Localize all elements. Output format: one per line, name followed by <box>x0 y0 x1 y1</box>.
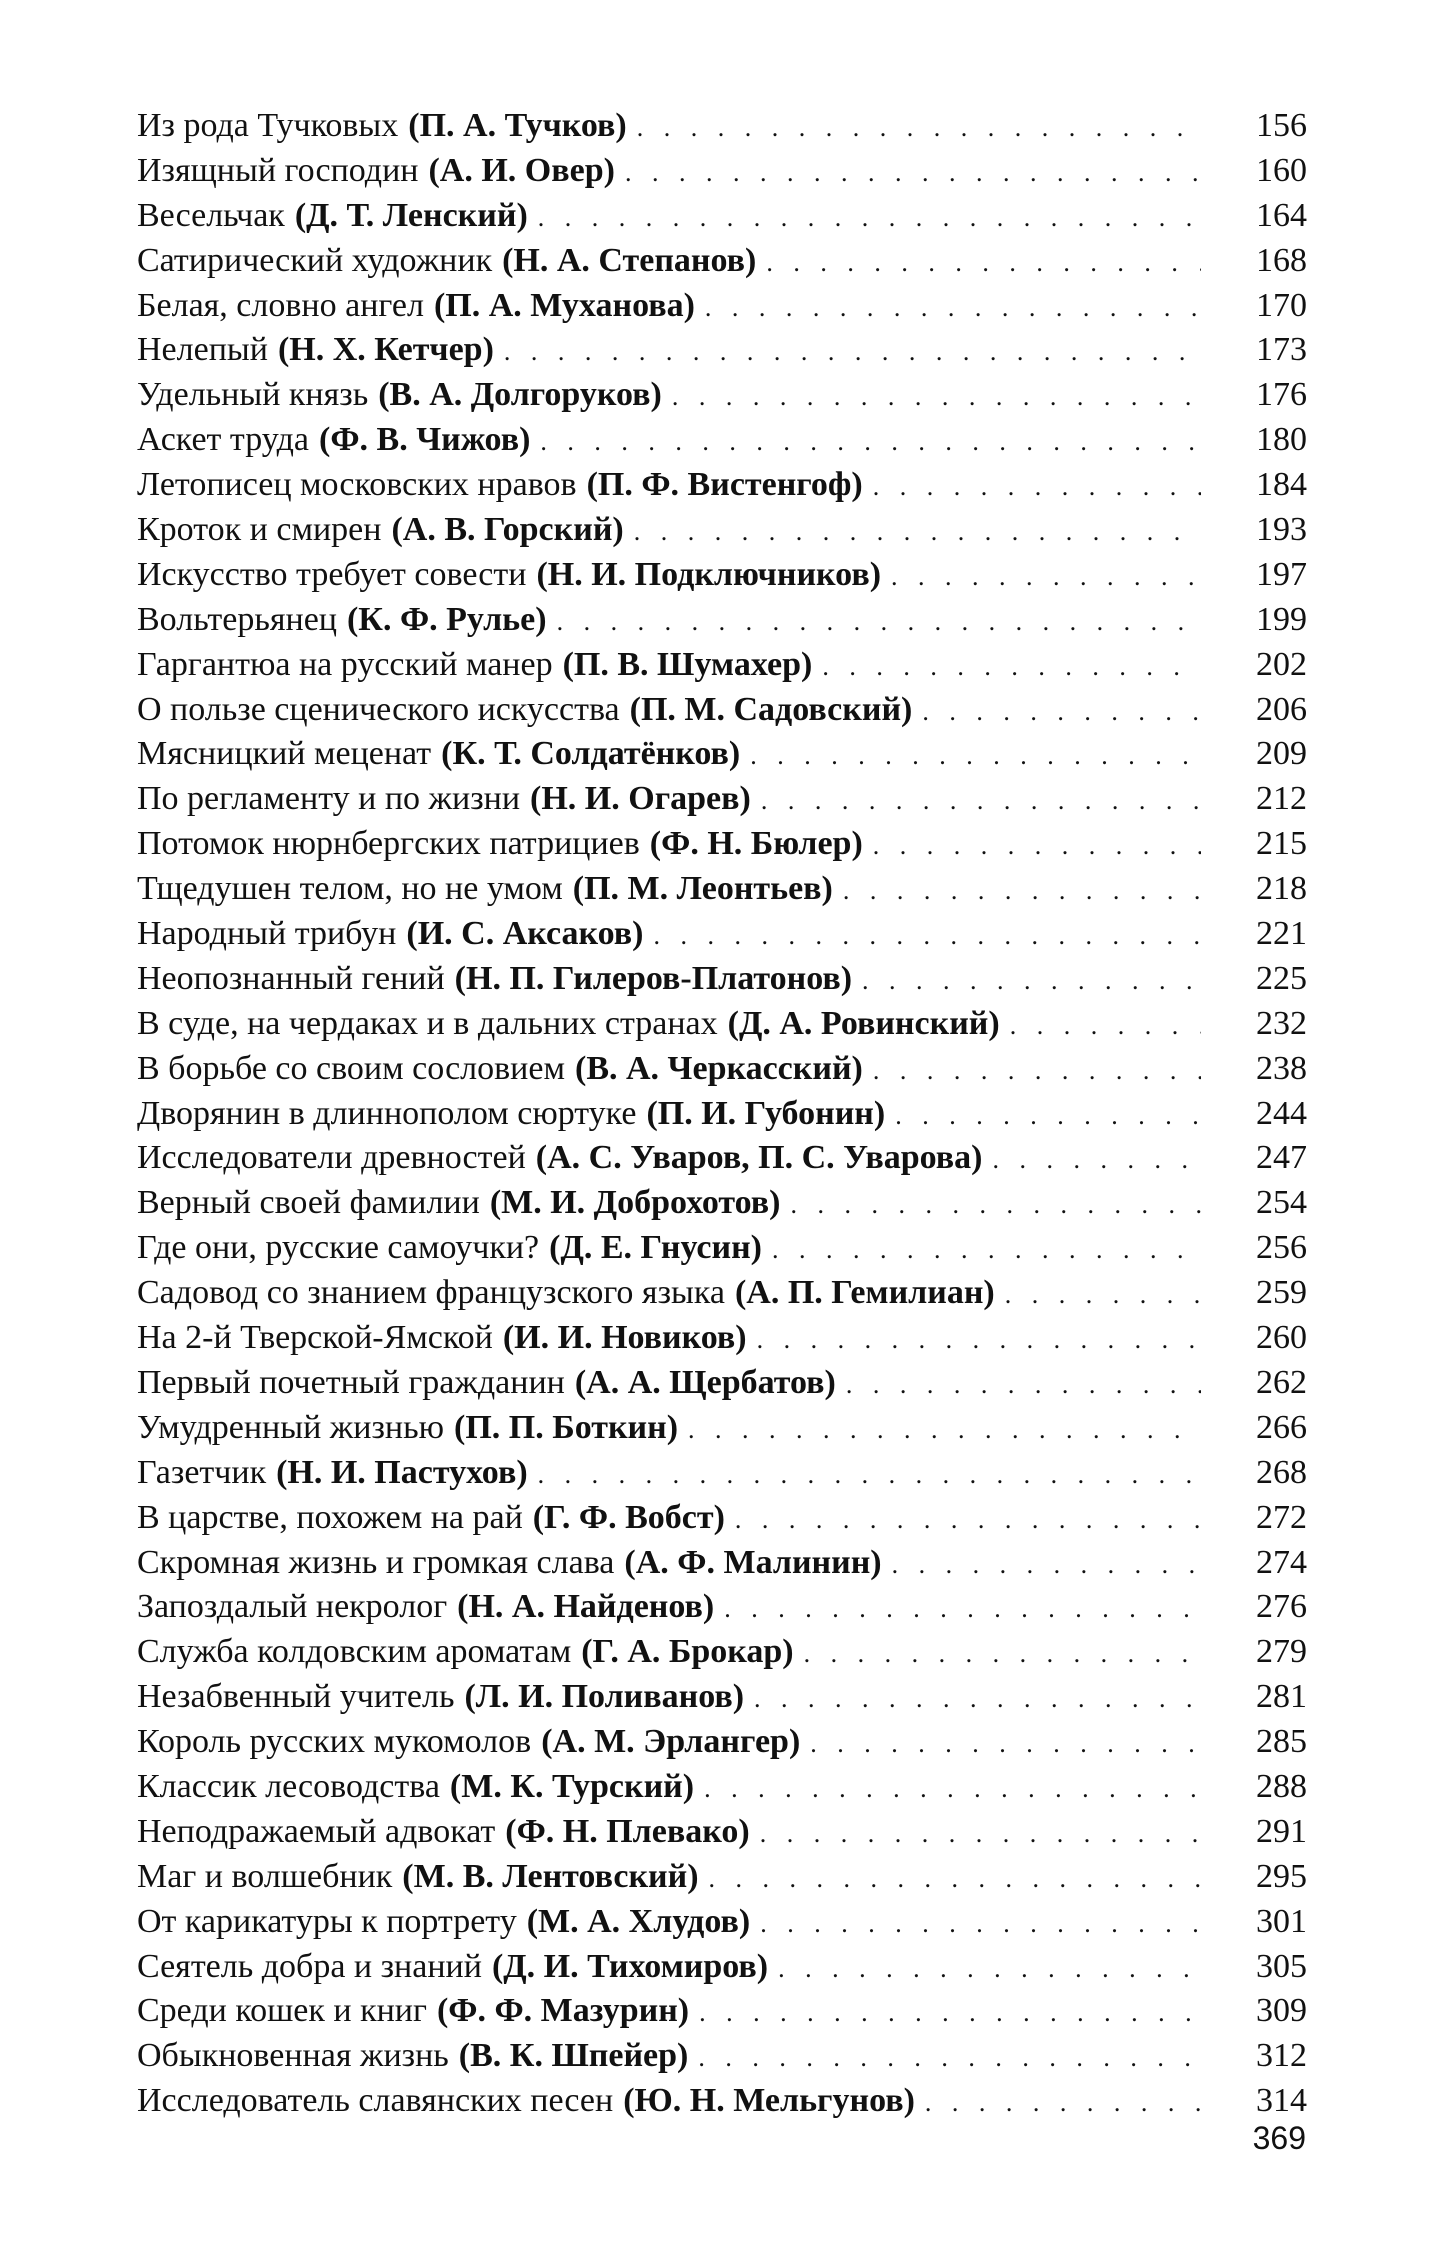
toc-entry-title: Сатирический художник <box>137 241 493 279</box>
dot-leader <box>1005 1273 1201 1318</box>
toc-entry <box>137 1271 1307 1316</box>
toc-entry-title: Дворянин в длиннополом сюртуке <box>137 1094 637 1132</box>
dot-leader <box>992 1138 1201 1183</box>
toc-entry-title: Обыкновенная жизнь <box>137 2037 449 2075</box>
toc-entry-person: (П. М. Садовский) <box>629 690 913 728</box>
toc-entry-title: Служба колдовским ароматам <box>137 1633 572 1671</box>
toc-entry-person: (Н. П. Гилеров-Платонов) <box>454 959 853 997</box>
toc-entry <box>137 643 1307 688</box>
toc-entry <box>137 732 1307 777</box>
toc-entry-page: 272 <box>1256 1498 1307 1536</box>
toc-entry-page: 197 <box>1256 555 1307 593</box>
toc-entry-page: 274 <box>1256 1543 1307 1581</box>
toc-entry-page: 301 <box>1256 1902 1307 1940</box>
dot-leader <box>804 1632 1201 1677</box>
toc-entry-title: Народный трибун <box>137 915 397 953</box>
toc-entry-person: (А. С. Уваров, П. С. Уварова) <box>535 1139 983 1177</box>
toc-entry-title: Вольтерьянец <box>137 600 337 638</box>
toc-entry-person: (М. К. Турский) <box>449 1767 695 1805</box>
toc-entry-person: (Ф. Н. Плевако) <box>505 1812 750 1850</box>
toc-entry-person: (М. А. Хлудов) <box>526 1902 751 1940</box>
dot-leader <box>892 1543 1201 1588</box>
toc-entry-title: Сеятель добра и знаний <box>137 1947 482 1985</box>
toc-entry-person: (Н. И. Подключников) <box>536 555 882 593</box>
toc-entry-person: (К. Т. Солдатёнков) <box>441 735 741 773</box>
toc-entry-title: Неопознанный гений <box>137 959 445 997</box>
toc-entry-title: Садовод со знанием французского языка <box>137 1274 725 1312</box>
toc-entry-title: Аскет труда <box>137 421 309 459</box>
toc-entry-title: Классик лесоводства <box>137 1767 440 1805</box>
toc-entry-title: Гаргантюа на русский манер <box>137 645 553 683</box>
toc-entry-title: Газетчик <box>137 1453 267 1491</box>
toc-entry-page: 164 <box>1256 196 1307 234</box>
toc-entry <box>137 1855 1307 1900</box>
toc-entry-page: 209 <box>1256 735 1307 773</box>
toc-entry-page: 291 <box>1256 1812 1307 1850</box>
toc-entry-page: 254 <box>1256 1184 1307 1222</box>
dot-leader <box>1010 1004 1201 1049</box>
toc-entry-page: 168 <box>1256 241 1307 279</box>
toc-entry-page: 238 <box>1256 1049 1307 1087</box>
toc-entry-person: (Н. А. Найденов) <box>457 1588 715 1626</box>
toc-entry-person: (Д. И. Тихомиров) <box>491 1947 769 1985</box>
toc-entry-title: Среди кошек и книг <box>137 1992 427 2030</box>
toc-entry-person: (Д. Т. Ленский) <box>294 196 528 234</box>
toc-entry-person: (П. И. Губонин) <box>646 1094 886 1132</box>
dot-leader <box>625 151 1201 196</box>
dot-leader <box>704 1767 1201 1812</box>
dot-leader <box>757 1318 1201 1363</box>
toc-entry <box>137 1765 1307 1810</box>
toc-entry-person: (И. С. Аксаков) <box>406 915 644 953</box>
toc-entry-page: 244 <box>1256 1094 1307 1132</box>
toc-entry-page: 266 <box>1256 1408 1307 1446</box>
toc-entry-person: (М. В. Лентовский) <box>402 1857 699 1895</box>
toc-entry-title: Исследователи древностей <box>137 1139 526 1177</box>
toc-entry <box>137 1047 1307 1092</box>
toc-entry <box>137 1989 1307 2034</box>
toc-entry-page: 260 <box>1256 1319 1307 1357</box>
toc-entry-page: 262 <box>1256 1363 1307 1401</box>
toc-entry-page: 184 <box>1256 466 1307 504</box>
toc-entry-page: 309 <box>1256 1992 1307 2030</box>
toc-entry <box>137 239 1307 284</box>
toc-entry-page: 256 <box>1256 1229 1307 1267</box>
toc-entry-title: Летописец московских нравов <box>137 466 577 504</box>
toc-entry-title: В царстве, похожем на рай <box>137 1498 523 1536</box>
toc-entry-page: 212 <box>1256 780 1307 818</box>
toc-entry-title: Исследователь славянских песен <box>137 2082 614 2120</box>
dot-leader <box>895 1094 1201 1139</box>
toc-entry-page: 218 <box>1256 870 1307 908</box>
dot-leader <box>760 1812 1201 1857</box>
toc-entry-person: (Ф. Н. Бюлер) <box>649 825 863 863</box>
toc-entry <box>137 1316 1307 1361</box>
toc-entry <box>137 1900 1307 1945</box>
dot-leader <box>891 555 1201 600</box>
dot-leader <box>538 196 1201 241</box>
toc-entry <box>137 1675 1307 1720</box>
toc-entry-title: Мясницкий меценат <box>137 735 432 773</box>
toc-entry-title: Запоздалый некролог <box>137 1588 448 1626</box>
dot-leader <box>778 1947 1201 1992</box>
toc-entry <box>137 1541 1307 1586</box>
toc-entry <box>137 867 1307 912</box>
toc-entry-person: (В. А. Долгоруков) <box>378 376 662 414</box>
toc-entry-page: 285 <box>1256 1723 1307 1761</box>
toc-entry <box>137 149 1307 194</box>
toc-entry <box>137 328 1307 373</box>
toc-entry <box>137 2034 1307 2079</box>
toc-entry-title: Весельчак <box>137 196 285 234</box>
toc-entry-title: Кроток и смирен <box>137 511 382 549</box>
dot-leader <box>688 1408 1201 1453</box>
toc-entry-title: Изящный господин <box>137 151 419 189</box>
toc-entry <box>137 194 1307 239</box>
toc-entry-page: 176 <box>1256 376 1307 414</box>
dot-leader <box>846 1363 1201 1408</box>
toc-entry-page: 160 <box>1256 151 1307 189</box>
toc-entry <box>137 463 1307 508</box>
dot-leader <box>873 1049 1201 1094</box>
toc-entry <box>137 1810 1307 1855</box>
dot-leader <box>653 914 1201 959</box>
toc-entry-person: (А. А. Щербатов) <box>574 1363 836 1401</box>
dot-leader <box>862 959 1201 1004</box>
toc-entry-page: 221 <box>1256 915 1307 953</box>
toc-entry-page: 173 <box>1256 331 1307 369</box>
toc-entry-person: (П. А. Тучков) <box>408 107 627 144</box>
dot-leader <box>772 1228 1201 1273</box>
dot-leader <box>873 465 1201 510</box>
toc-entry-title: Из рода Тучковых <box>137 107 399 144</box>
toc-entry-person: (П. Ф. Вистенгоф) <box>586 466 863 504</box>
toc-entry-title: Потомок нюрнбергских патрициев <box>137 825 640 863</box>
page-number: 369 <box>1252 2120 1306 2156</box>
toc-entry-title: Где они, русские самоучки? <box>137 1229 540 1267</box>
toc-entry-title: Незабвенный учитель <box>137 1678 455 1716</box>
dot-leader <box>557 600 1201 645</box>
toc-entry-person: (А. В. Горский) <box>391 511 624 549</box>
toc-entry-title: Удельный князь <box>137 376 369 414</box>
toc-entry-person: (Ф. Ф. Мазурин) <box>436 1992 690 2030</box>
toc-entry <box>137 598 1307 643</box>
toc-entry-title: Король русских мукомолов <box>137 1723 532 1761</box>
toc-entry-person: (В. К. Шпейер) <box>458 2037 689 2075</box>
toc-entry <box>137 1496 1307 1541</box>
toc-entry <box>137 1406 1307 1451</box>
toc-entry-person: (К. Ф. Рулье) <box>346 600 547 638</box>
dot-leader <box>538 1453 1201 1498</box>
dot-leader <box>761 779 1201 824</box>
toc-entry <box>137 777 1307 822</box>
toc-entry <box>137 1945 1307 1990</box>
toc-entry-person: (Л. И. Поливанов) <box>464 1678 745 1716</box>
toc-entry-person: (Ю. Н. Мельгунов) <box>623 2082 915 2120</box>
toc-entry-person: (А. М. Эрлангер) <box>541 1723 801 1761</box>
toc-entry-title: Тщедушен телом, но не умом <box>137 870 563 908</box>
toc-entry-page: 281 <box>1256 1678 1307 1716</box>
toc-entry-person: (Д. А. Ровинский) <box>727 1004 1000 1042</box>
toc-entry <box>137 1585 1307 1630</box>
toc-entry <box>137 1720 1307 1765</box>
dot-leader <box>634 510 1201 555</box>
toc-entry-page: 199 <box>1256 600 1307 638</box>
toc-entry-title: От карикатуры к портрету <box>137 1902 517 1940</box>
toc-entry-title: В суде, на чердаках и в дальних странах <box>137 1004 718 1042</box>
dot-leader <box>750 734 1201 779</box>
toc-entry-title: Искусство требует совести <box>137 555 527 593</box>
toc-entry-page: 206 <box>1256 690 1307 728</box>
dot-leader <box>873 824 1201 869</box>
toc-entry-person: (Н. И. Огарев) <box>530 780 751 818</box>
toc-entry-person: (Д. Е. Гнусин) <box>549 1229 763 1267</box>
toc-entry-title: На 2-й Тверской-Ямской <box>137 1319 493 1357</box>
toc-entry-person: (И. И. Новиков) <box>502 1319 747 1357</box>
toc-entry <box>137 822 1307 867</box>
toc-entry-page: 305 <box>1256 1947 1307 1985</box>
toc-entry-person: (П. П. Боткин) <box>454 1408 679 1446</box>
toc-entry <box>137 418 1307 463</box>
toc-entry <box>137 1181 1307 1226</box>
toc-entry-person: (А. П. Гемилиан) <box>734 1274 995 1312</box>
toc-entry <box>137 1002 1307 1047</box>
toc-entry-person: (Н. А. Степанов) <box>502 241 757 279</box>
dot-leader <box>754 1677 1201 1722</box>
toc-entry <box>137 508 1307 553</box>
toc-entry-title: Маг и волшебник <box>137 1857 393 1895</box>
toc-entry-page: 180 <box>1256 421 1307 459</box>
toc-entry <box>137 2079 1307 2124</box>
dot-leader <box>766 241 1201 286</box>
toc-entry <box>137 1630 1307 1675</box>
toc-entry-person: (А. И. Овер) <box>428 151 615 189</box>
dot-leader <box>925 2081 1201 2126</box>
toc-entry-title: Нелепый <box>137 331 268 369</box>
toc-entry-page: 170 <box>1256 286 1307 324</box>
dot-leader <box>637 106 1201 151</box>
toc-entry-person: (М. И. Доброхотов) <box>489 1184 781 1222</box>
dot-leader <box>822 645 1201 690</box>
toc-entry-page: 232 <box>1256 1004 1307 1042</box>
dot-leader <box>504 330 1201 375</box>
toc-entry-person: (П. В. Шумахер) <box>562 645 813 683</box>
toc-entry <box>137 373 1307 418</box>
toc-entry-page: 268 <box>1256 1453 1307 1491</box>
dot-leader <box>699 1991 1201 2036</box>
dot-leader <box>735 1498 1201 1543</box>
toc-entry <box>137 1092 1307 1137</box>
dot-leader <box>790 1183 1201 1228</box>
toc-entry-person: (П. М. Леонтьев) <box>572 870 833 908</box>
toc-entry-title: Верный своей фамилии <box>137 1184 480 1222</box>
dot-leader <box>724 1587 1201 1632</box>
toc-entry-title: Белая, словно ангел <box>137 286 424 324</box>
toc-entry-person: (Г. А. Брокар) <box>581 1633 794 1671</box>
toc-entry <box>137 1451 1307 1496</box>
toc-entry-title: Скромная жизнь и громкая слава <box>137 1543 615 1581</box>
dot-leader <box>698 2036 1201 2081</box>
toc-entry-page: 314 <box>1256 2082 1307 2120</box>
toc-entry-page: 288 <box>1256 1767 1307 1805</box>
toc-entry-person: (Ф. В. Чижов) <box>319 421 531 459</box>
toc-entry-person: (П. А. Муханова) <box>433 286 695 324</box>
dot-leader <box>843 869 1201 914</box>
toc-entry-person: (А. Ф. Малинин) <box>624 1543 882 1581</box>
toc-entry-title: Первый почетный гражданин <box>137 1363 565 1401</box>
toc-entry <box>137 284 1307 329</box>
dot-leader <box>922 690 1201 735</box>
toc-entry-person: (Н. Х. Кетчер) <box>277 331 494 369</box>
toc-entry <box>137 553 1307 598</box>
toc-entry-title: По регламенту и по жизни <box>137 780 521 818</box>
toc-entry <box>137 1361 1307 1406</box>
toc-entry <box>137 688 1307 733</box>
toc-entry-page: 156 <box>1256 107 1307 144</box>
toc-entry <box>137 912 1307 957</box>
table-of-contents <box>137 104 1307 2124</box>
toc-entry-page: 202 <box>1256 645 1307 683</box>
toc-entry-page: 295 <box>1256 1857 1307 1895</box>
toc-entry <box>137 1226 1307 1271</box>
toc-entry-person: (В. А. Черкасский) <box>575 1049 863 1087</box>
dot-leader <box>672 375 1201 420</box>
toc-entry <box>137 957 1307 1002</box>
toc-entry-person: (Г. Ф. Вобст) <box>532 1498 725 1536</box>
toc-entry-page: 312 <box>1256 2037 1307 2075</box>
dot-leader <box>540 420 1201 465</box>
toc-entry-title: О пользе сценического искусства <box>137 690 620 728</box>
dot-leader <box>709 1857 1201 1902</box>
toc-entry <box>137 104 1307 149</box>
toc-entry-title: Умудренный жизнью <box>137 1408 444 1446</box>
toc-entry-title: В борьбе со своим сословием <box>137 1049 565 1087</box>
toc-entry-page: 279 <box>1256 1633 1307 1671</box>
dot-leader <box>705 286 1201 331</box>
toc-entry-page: 215 <box>1256 825 1307 863</box>
toc-entry-page: 193 <box>1256 511 1307 549</box>
toc-entry <box>137 1136 1307 1181</box>
toc-entry-title: Неподражаемый адвокат <box>137 1812 496 1850</box>
toc-entry-page: 225 <box>1256 959 1307 997</box>
dot-leader <box>760 1902 1201 1947</box>
toc-entry-page: 276 <box>1256 1588 1307 1626</box>
dot-leader <box>810 1722 1201 1767</box>
toc-entry-person: (Н. И. Пастухов) <box>276 1453 528 1491</box>
toc-entry-page: 247 <box>1256 1139 1307 1177</box>
toc-entry-page: 259 <box>1256 1274 1307 1312</box>
